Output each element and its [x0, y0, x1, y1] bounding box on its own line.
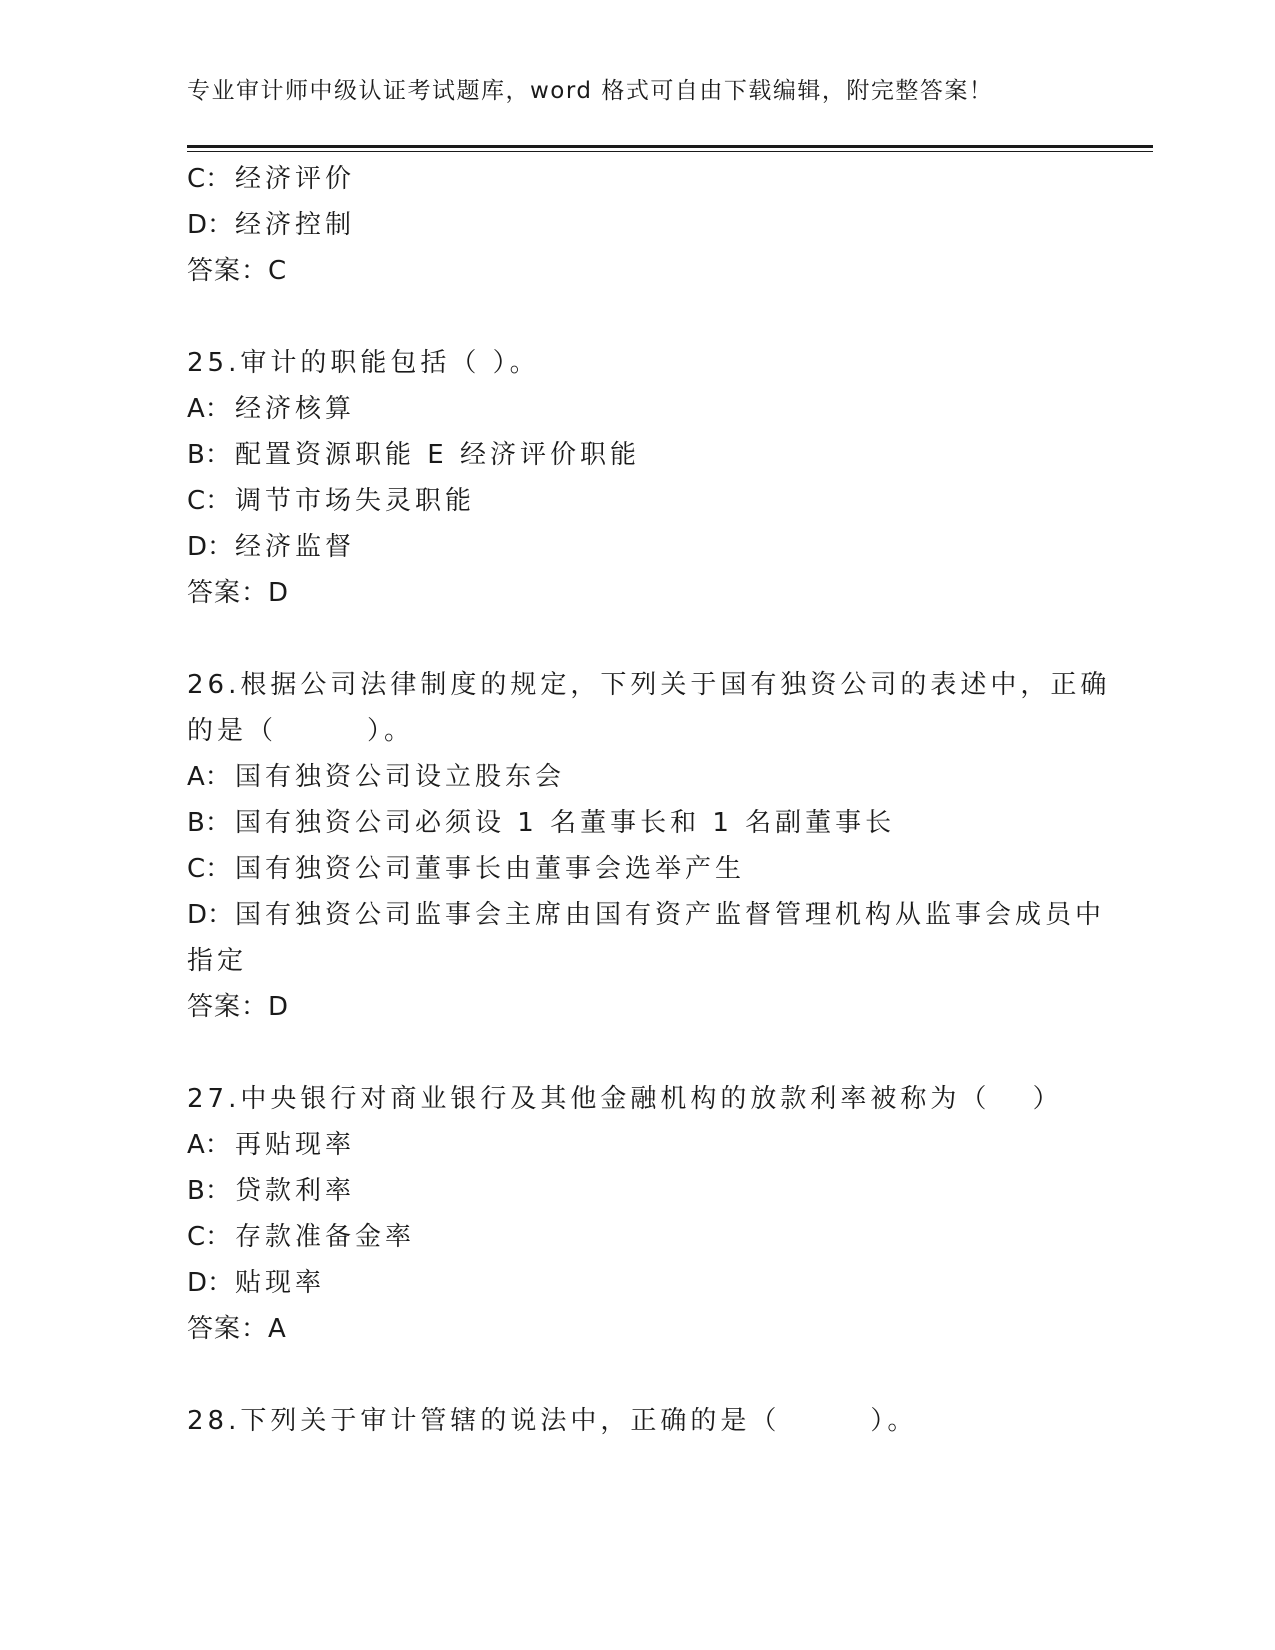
option-line: [187, 1122, 1087, 1168]
option-line: [187, 524, 1087, 570]
header-divider-thin: [187, 151, 1153, 152]
question-26: [187, 662, 1111, 1030]
option-text: 配置资源职能 E 经济评价职能: [235, 440, 640, 470]
option-key: D：: [187, 900, 234, 930]
option-text: 经济评价: [235, 164, 356, 194]
option-text: 存款准备金率: [235, 1222, 416, 1252]
answer-line: 答案：A: [187, 1314, 287, 1344]
option-text: 调节市场失灵职能: [235, 486, 476, 516]
option-key: C：: [187, 164, 232, 194]
option-line: [187, 754, 1087, 800]
option-text: 国有独资公司设立股东会: [235, 762, 566, 792]
option-text: 经济核算: [235, 394, 356, 424]
header-divider-thick: [187, 145, 1153, 148]
answer-line: 答案：D: [187, 578, 290, 608]
exam-content: [187, 156, 1111, 1444]
option-key: D：: [187, 210, 234, 240]
option-line: [187, 892, 1106, 938]
option-line: [187, 432, 1087, 478]
option-text: 经济监督: [235, 532, 356, 562]
question-stem: 26.根据公司法律制度的规定，下列关于国有独资公司的表述中，正确: [187, 670, 1111, 700]
question-28: [187, 1398, 1087, 1444]
option-key: C：: [187, 854, 232, 884]
question-stem: 28.下列关于审计管辖的说法中，正确的是（ ）。: [187, 1406, 918, 1436]
option-line: [187, 800, 1087, 846]
option-key: B：: [187, 808, 231, 838]
document-header: 专业审计师中级认证考试题库，word 格式可自由下载编辑，附完整答案！: [187, 78, 994, 104]
option-line: [187, 156, 1087, 202]
option-line: [187, 202, 1087, 248]
answer-line: 答案：D: [187, 992, 290, 1022]
question-stem: 25.审计的职能包括（ ）。: [187, 348, 540, 378]
option-line: [187, 478, 1087, 524]
option-key: C：: [187, 1222, 232, 1252]
option-text: 贴现率: [235, 1268, 326, 1298]
option-line: [187, 1168, 1087, 1214]
option-line: [187, 386, 1087, 432]
option-text: 再贴现率: [235, 1130, 356, 1160]
option-key: A：: [187, 394, 231, 424]
option-line: [187, 1214, 1087, 1260]
option-key: A：: [187, 1130, 231, 1160]
question-25: [187, 340, 1087, 616]
option-key: D：: [187, 532, 234, 562]
option-text: 经济控制: [235, 210, 356, 240]
option-continuation: 指定: [187, 946, 248, 976]
option-key: B：: [187, 1176, 231, 1206]
option-key: B：: [187, 440, 231, 470]
question-stem: 27.中央银行对商业银行及其他金融机构的放款利率被称为（ ）: [187, 1084, 1063, 1114]
option-key: C：: [187, 486, 232, 516]
option-text: 国有独资公司必须设 1 名董事长和 1 名副董事长: [235, 808, 896, 838]
question-stem-continuation: 的是（ ）。: [187, 716, 415, 746]
answer-line: 答案：C: [187, 256, 288, 286]
option-key: A：: [187, 762, 231, 792]
option-text: 贷款利率: [235, 1176, 356, 1206]
option-key: D：: [187, 1268, 234, 1298]
question-27: [187, 1076, 1087, 1352]
option-line: [187, 846, 1087, 892]
option-text: 国有独资公司董事长由董事会选举产生: [235, 854, 746, 884]
option-line: [187, 1260, 1087, 1306]
option-text: 国有独资公司监事会主席由国有资产监督管理机构从监事会成员中: [235, 900, 1106, 930]
